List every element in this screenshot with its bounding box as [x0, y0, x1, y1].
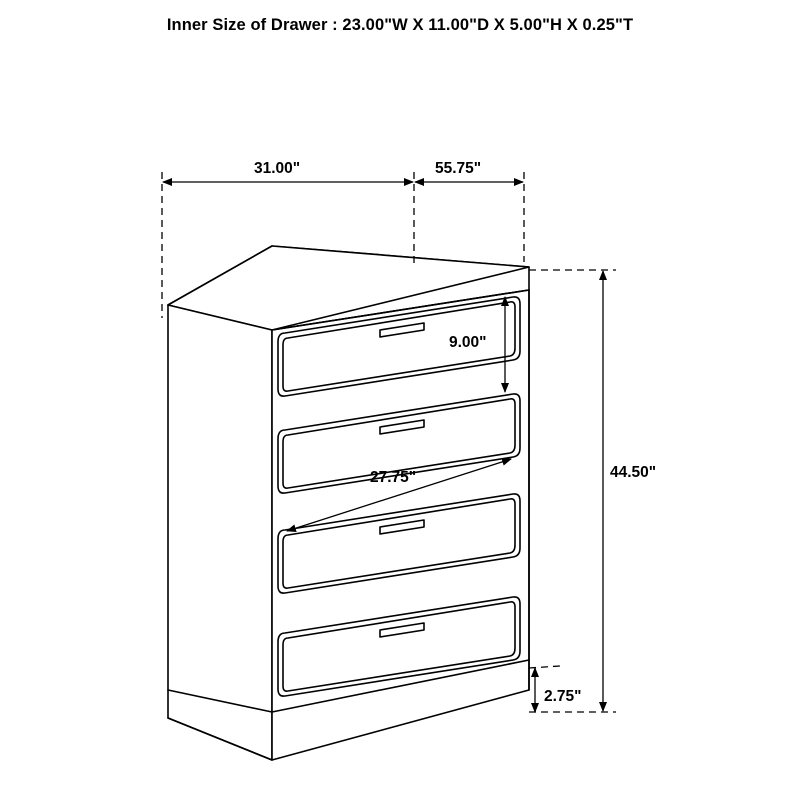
dimension-label-top-drawer-height: 9.00": [449, 334, 487, 351]
page-title: Inner Size of Drawer : 23.00"W X 11.00"D X 5.00"H X 0.25"T: [166, 16, 634, 34]
dimension-label-overall-height: 44.50": [610, 464, 657, 481]
dimension-label-base-height: 2.75": [544, 688, 582, 705]
dimension-label-drawer-front-width: 27.75": [370, 469, 417, 486]
dimension-label-width-front: 31.00": [254, 160, 301, 177]
dimension-label-depth-side: 55.75": [435, 160, 482, 177]
